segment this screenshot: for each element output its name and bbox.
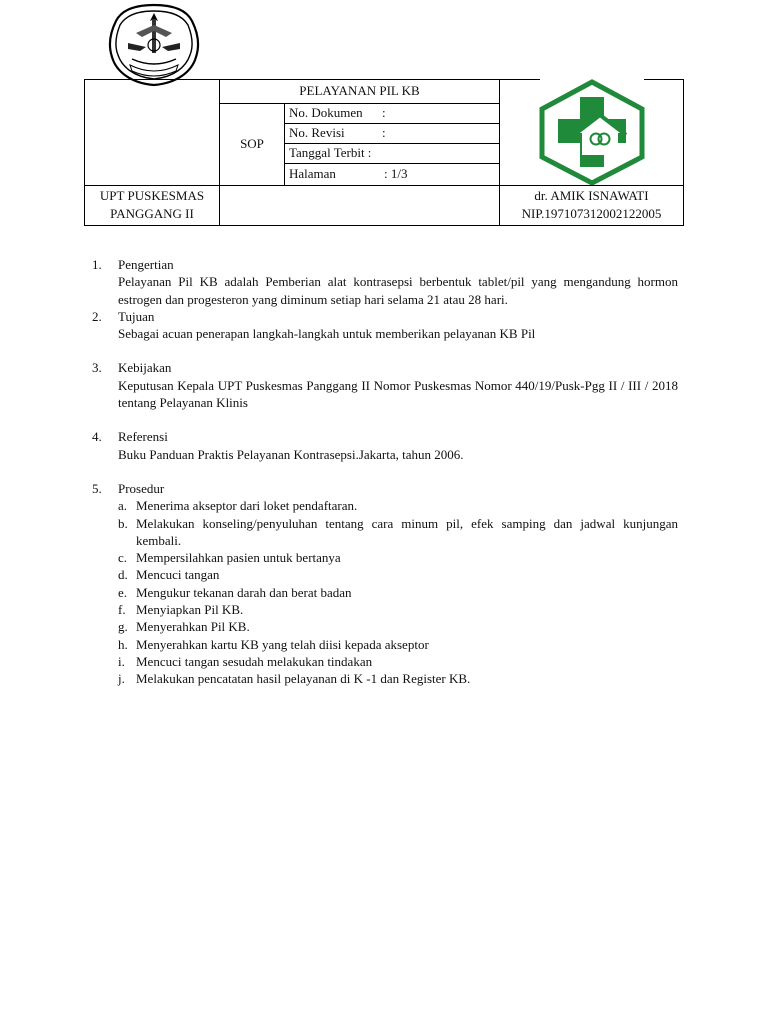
procedure-step: b. Melakukan konseling/penyuluhan tentang cara minum pil, efek samping dan jadwal kunjungan kembali. bbox=[118, 515, 678, 548]
procedure-step: c. Mempersilahkan pasien untuk bertanya bbox=[118, 550, 341, 566]
procedure-step: g. Menyerahkan Pil KB. bbox=[118, 619, 250, 635]
section-number: 5. bbox=[92, 480, 102, 496]
procedure-step: d. Mencuci tangan bbox=[118, 567, 220, 583]
section-definition bbox=[92, 256, 678, 308]
section-text: Keputusan Kepala UPT Puskesmas Panggang II Nomor Puskesmas Nomor 440/19/Pusk-Pgg II / III / 2018 tentang Pelayanan Klinis bbox=[118, 377, 678, 411]
section-title: Referensi bbox=[118, 429, 168, 445]
procedure-step: i. Mencuci tangan sesudah melakukan tindakan bbox=[118, 653, 373, 669]
section-text: Buku Panduan Praktis Pelayanan Kontrasepsi.Jakarta, tahun 2006. bbox=[118, 446, 464, 462]
procedure-step: a. Menerima akseptor dari loket pendaftaran. bbox=[118, 498, 358, 514]
sop-title: PELAYANAN PIL KB bbox=[299, 83, 420, 98]
signer-nip: NIP.197107312002122005 bbox=[521, 206, 662, 221]
section-text: Pelayanan Pil KB adalah Pemberian alat kontrasepsi berbentuk tablet/pil yang mengandung hormon estrogen dan progesteron yang diminum setiap hari selama 21 atau 28 hari. bbox=[118, 274, 678, 307]
section-title: Kebijakan bbox=[118, 360, 172, 376]
procedure-step: h. Menyerahkan kartu KB yang telah diisi kepada akseptor bbox=[118, 636, 429, 652]
doc-number-sep: : bbox=[382, 105, 386, 120]
section-title: Prosedur bbox=[118, 480, 165, 496]
procedure-step: e. Mengukur tekanan darah dan berat badan bbox=[118, 584, 352, 600]
section-policy bbox=[92, 359, 678, 411]
page-value: : 1/3 bbox=[384, 166, 408, 181]
section-title: Pengertian bbox=[118, 257, 174, 272]
doc-number-label: No. Dokumen bbox=[289, 105, 363, 120]
page-label: Halaman bbox=[289, 166, 336, 181]
section-title: Tujuan bbox=[118, 308, 155, 324]
revision-label: No. Revisi bbox=[289, 125, 345, 140]
section-purpose bbox=[92, 308, 678, 343]
procedure-step: j. Melakukan pencatatan hasil pelayanan di K -1 dan Register KB. bbox=[118, 671, 471, 687]
section-procedure bbox=[92, 480, 678, 688]
section-text: Sebagai acuan penerapan langkah-langkah untuk memberikan pelayanan KB Pil bbox=[118, 326, 536, 342]
sop-label: SOP bbox=[240, 136, 264, 151]
issue-date-label: Tanggal Terbit : bbox=[289, 145, 372, 160]
section-number: 4. bbox=[92, 429, 102, 445]
section-reference bbox=[92, 428, 678, 463]
puskesmas-logo-icon bbox=[538, 79, 646, 185]
signer-name: dr. AMIK ISNAWATI bbox=[534, 188, 649, 203]
section-number: 1. bbox=[92, 257, 102, 272]
section-number: 2. bbox=[92, 308, 102, 324]
regency-emblem-icon bbox=[106, 3, 202, 87]
procedure-steps bbox=[118, 497, 678, 687]
org-name-line2: PANGGANG II bbox=[110, 206, 194, 221]
revision-sep: : bbox=[382, 125, 386, 140]
org-name-line1: UPT PUSKESMAS bbox=[99, 188, 205, 203]
procedure-step: f. Menyiapkan Pil KB. bbox=[118, 602, 244, 618]
section-number: 3. bbox=[92, 360, 102, 376]
sop-content bbox=[92, 256, 678, 688]
document-header-table bbox=[84, 79, 684, 226]
